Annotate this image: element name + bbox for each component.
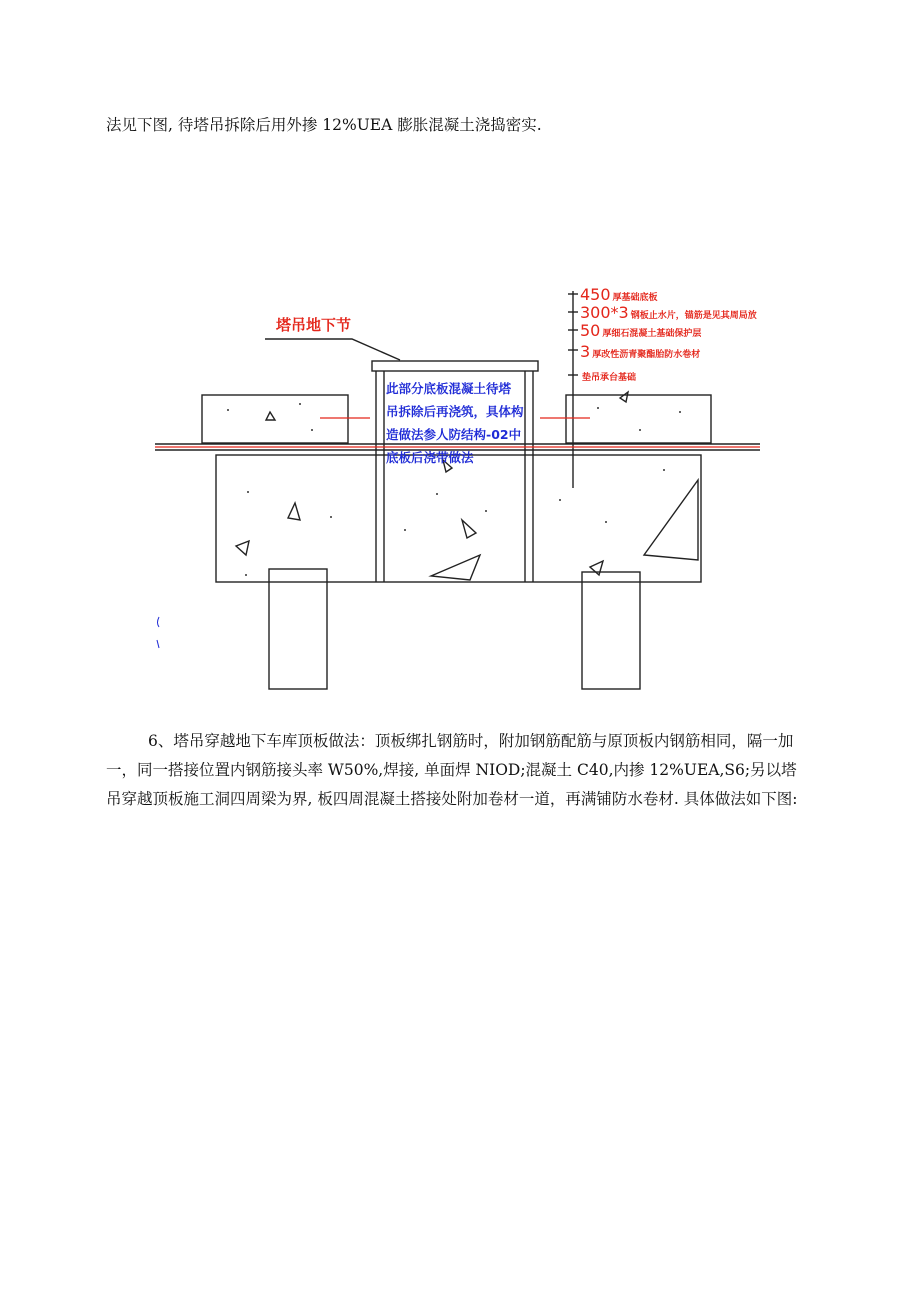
figure-note: [386, 381, 524, 465]
title-leader: [265, 339, 400, 360]
svg-text:垫吊承台基础: [582, 371, 636, 383]
note-line-2: 吊拆除后再浇筑，具体构: [386, 404, 524, 419]
right-slab-block: [566, 395, 711, 443]
crane-section-top: [372, 361, 538, 371]
note-line-1: 此部分底板混凝土待塔: [386, 381, 512, 396]
svg-text:450厚基础底板: [580, 285, 658, 304]
legend-text-4: 厚改性沥青聚酯胎防水卷材: [592, 350, 701, 360]
legend-text-2: 钢板止水片，锚筋是见其周局放: [630, 311, 757, 321]
note-line-4: 底板后浇带做法: [386, 450, 474, 465]
tower-crane-foundation-drawing: [140, 275, 780, 695]
svg-text:3厚改性沥青聚酯胎防水卷材: [580, 342, 700, 361]
legend-text-5: 垫吊承台基础: [582, 373, 637, 383]
legend-text-1: 厚基础底板: [612, 293, 658, 303]
legend-num-1: 450: [580, 285, 611, 304]
svg-text:300*3钢板止水片，锚筋是见其周局放: [580, 303, 757, 322]
left-pile: [269, 569, 327, 689]
legend-num-4: 3: [580, 342, 591, 361]
svg-text:50厚细石混凝土基础保护层: [580, 321, 701, 340]
paragraph-intro: 法见下图, 待塔吊拆除后用外掺 12%UEA 膨胀混凝土浇捣密实.: [106, 116, 542, 134]
legend-num-2: 300*3: [580, 303, 629, 322]
legend-text-3: 厚细石混凝土基础保护层: [602, 329, 702, 339]
figure-title-label: 塔吊地下节: [276, 316, 352, 334]
figure-legend: [580, 285, 757, 383]
legend-num-3: 50: [580, 321, 601, 340]
right-pile: [582, 572, 640, 689]
paragraph-section-6: 6、塔吊穿越地下车库顶板做法：顶板绑扎钢筋时，附加钢筋配筋与原顶板内钢筋相同，隔一加一，同一搭接位置内钢筋接头率 W50%,焊接, 单面焊 NIOD;混凝土 C40,内掺 12%UEA,S6;另以塔吊穿越顶板施工洞四周梁为界, 板四周混凝土搭接处附加卷材一道，再满铺防水卷材. 具体做法如下图:: [106, 732, 798, 808]
note-line-3: 造做法参人防结构-02中: [386, 427, 522, 442]
